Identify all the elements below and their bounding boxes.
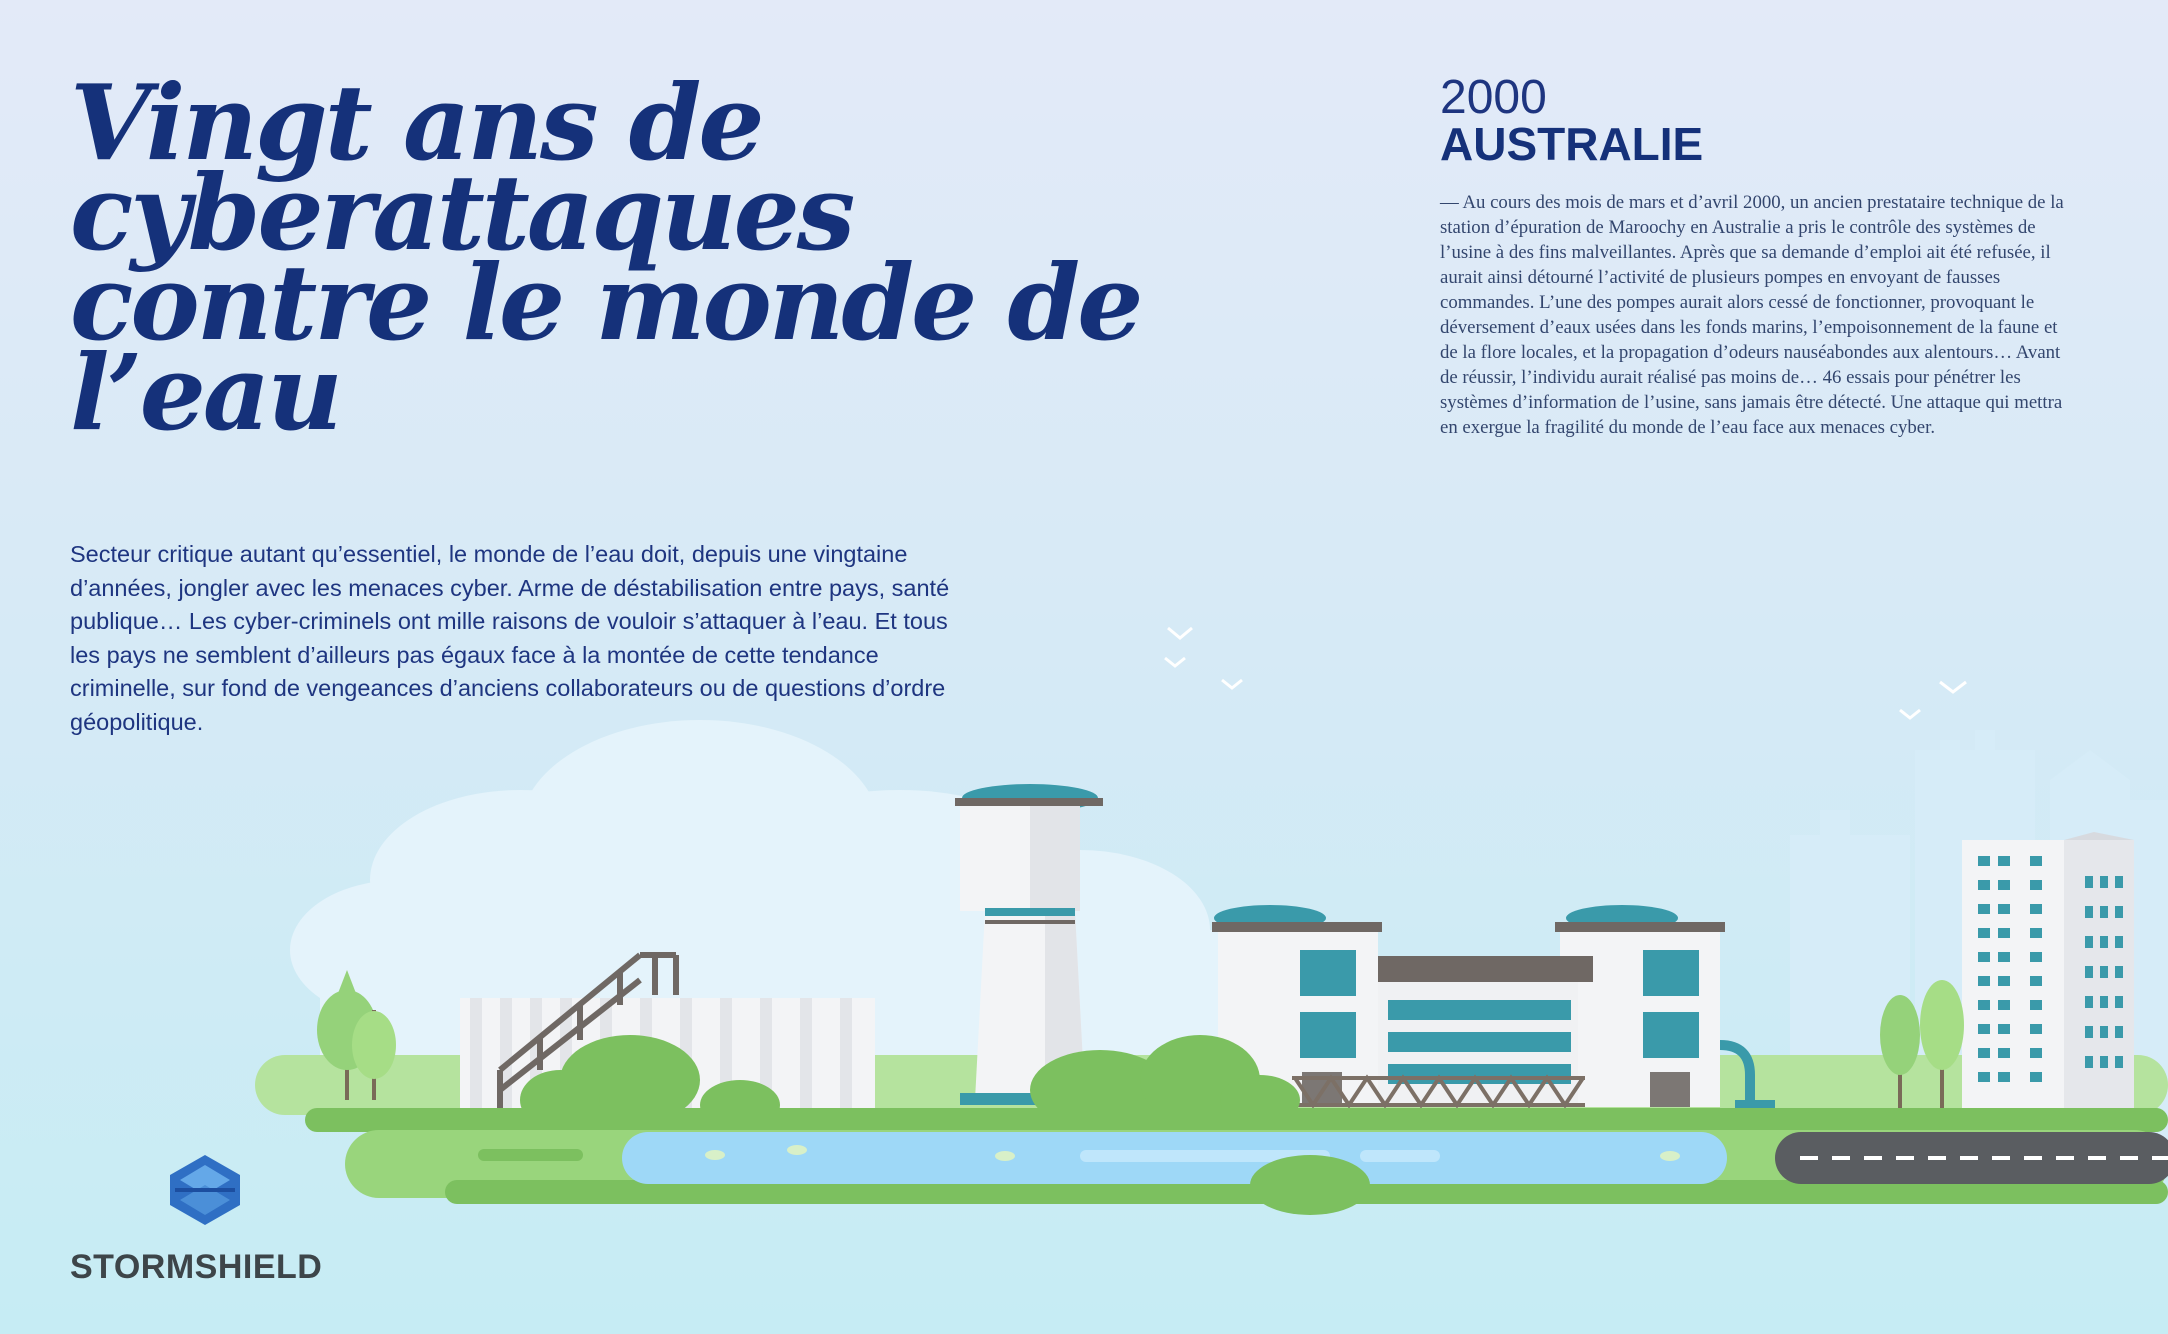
- birds: [1165, 628, 1966, 718]
- stormshield-logo-icon: [160, 1150, 250, 1230]
- road: [1775, 1132, 2168, 1184]
- page-title: Vingt ans de cyberattaques contre le monde de l’eau: [70, 61, 1141, 454]
- case-country: AUSTRALIE: [1440, 118, 1704, 170]
- apartment-tower: [1962, 832, 2134, 1108]
- intro-paragraph: Secteur critique autant qu’essentiel, le monde de l’eau doit, depuis une vingtaine d’années, jongler avec les menaces cyber. Arme de déstabilisation entre pays, santé publique… Les cyber-criminels ont mille raisons de vouloir s’attaquer à l’eau. Et tous les pays ne semblent d’ailleurs pas égaux face à la montée de cette tendance criminelle, sur fond de vengeances d’anciens collaborateurs ou de questions d’ordre géopolitique.: [70, 541, 950, 735]
- case-story: — Au cours des mois de mars et d’avril 2000, un ancien prestataire technique de la station d’épuration de Maroochy en Australie a pris le contrôle des systèmes de l’usine à des fins malveillantes. Après que sa demande d’emploi ait été refusée, il aurait ainsi détourné l’activité de plusieurs pompes en envoyant de fausses commandes. L’une des pompes aurait alors cessé de fonctionner, provoquant le déversement d’eaux usées dans les fonds marins, l’empoisonnement de la faune et de la flore locales, et la propagation d’odeurs nauséabondes aux alentours… Avant de réussir, l’individu aurait réalisé pas moins de… 46 essais pour pénétrer les systèmes d’information de l’usine, sans jamais être détecté. Une attaque qui mettra en exergue la fragilité du monde de l’eau face aux menaces cyber.: [1440, 192, 2064, 438]
- case-year: 2000: [1440, 71, 1547, 124]
- brand-name: STORMSHIELD: [70, 1248, 323, 1286]
- water-plant-illustration: [0, 600, 2168, 1220]
